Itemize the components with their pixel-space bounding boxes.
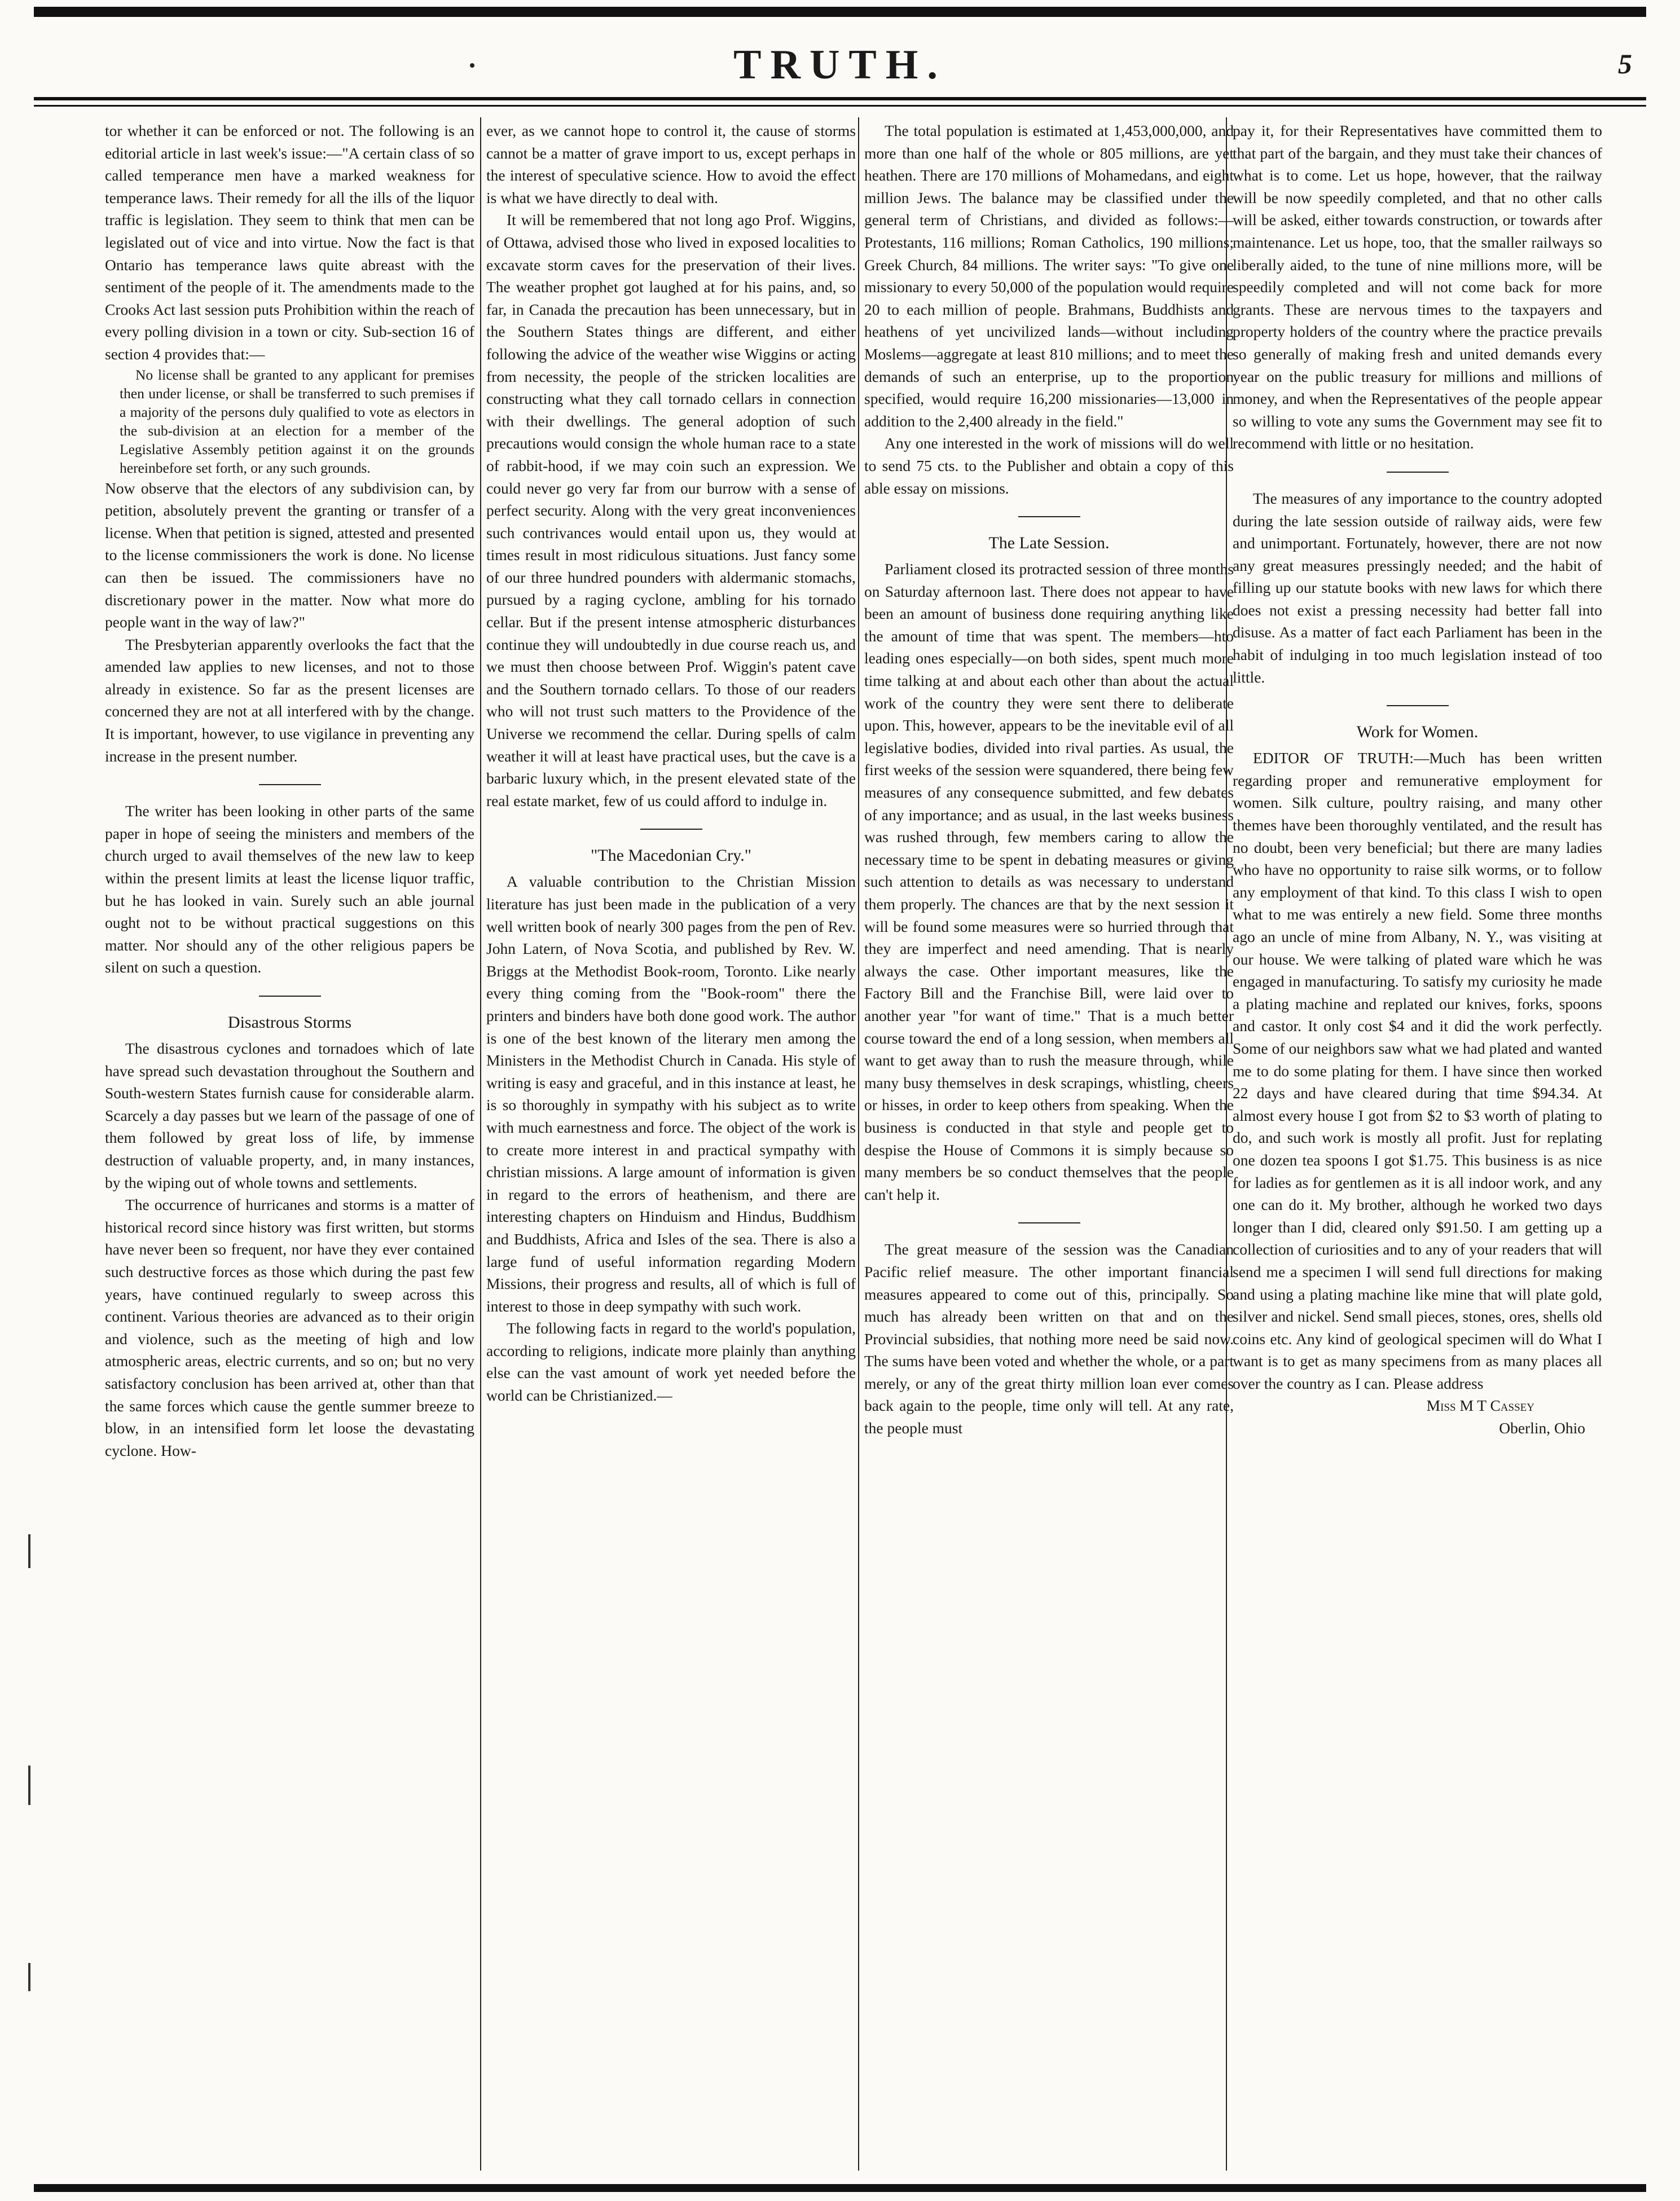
paragraph: pay it, for their Representatives have committed them to that part of the bargain, and they must take their chances of what is to come. Let us hope, however, that the railway will be now speedily completed, and that no other calls will be asked, either towards construction, or towards after maintenance. Let us hope, too, that the smaller railways so liberally aided, to the tune of nine millions more, will be speedily completed and will not come back for more grants. These are nervous times to the taxpayers and property holders of the country where the practice prevails so generally of making fresh and united demands every year on the public treasury for millions and millions of money, and when the Representatives of the people appear so willing to vote any sums the Government may see fit to recommend with little or no hesitation.: [1233, 122, 1602, 452]
bottom-border-rule: [34, 2184, 1646, 2192]
section-separator: [1387, 705, 1449, 706]
column-2: [486, 120, 856, 2167]
margin-mark: [28, 1963, 30, 1991]
paragraph: It will be remembered that not long ago Prof. Wiggins, of Ottawa, advised those who lived in exposed localities to excavate storm caves for the preservation of their lives. The weather prophet got laughed at for his pains, and, so far, in Canada the precaution has been unnecessary, but in the Southern States things are different, and either following the advice of the weather wise Wiggins or acting from necessity, the people of the stricken localities are constructing what they call tornado cellars in connection with their dwellings. The general adoption of such precautions would consign the whole human race to a state of rabbit-hood, if we may coin such an expression. We could never go very far from our burrow with a sense of perfect security. Along with the very great inconveniences such contrivances would entail upon us, they would at times result in most ridiculous situations. Just fancy some of our three hundred pounders with aldermanic stomachs, pursued by a raging cyclone, ambling for his tornado cellar. But if the present intense atmospheric disturbances continue they will undoubtedly in due course reach us, and we must then choose between Prof. Wiggin's patent cave and the Southern tornado cellars. To those of our readers who will not trust such matters to the Providence of the Universe we recommend the cellar. During spells of calm weather it will at least have practical uses, but the cave is a barbaric luxury which, in the present elevated state of the real estate market, few of us could afford to indulge in.: [486, 211, 856, 809]
paragraph: The occurrence of hurricanes and storms is a matter of historical record since history was first written, but storms have never been so frequent, nor have they ever contained such destructive forces as those which during the past few years, have continued regularly to sweep across this continent. Various theories are advanced as to their origin and violence, such as the meeting of high and low atmospheric areas, electric currents, and so on; but no very satisfactory conclusion has been arrived at, other than that the same forces which cause the gentle summer breeze to blow, in an intensified form let loose the devastating cyclone. How-: [105, 1196, 474, 1459]
signature-place: Oberlin, Ohio: [1499, 1419, 1585, 1437]
masthead-title: TRUTH.: [733, 42, 947, 88]
paragraph: The great measure of the session was the Canadian Pacific relief measure. The other important financial measures appeared to come out of this, principally. So much has already been written on that and on the Provincial subsidies, that nothing more need be said now. The sums have been voted and whether the whole, or a part merely, or any of the great thirty million loan ever comes back again to the people, time only will tell. At any rate, the people must: [864, 1240, 1234, 1437]
paragraph: The Presbyterian apparently overlooks the fact that the amended law applies to new licenses, and not to those already in existence. So far as the present licenses are concerned they are not at all interfered with by the change. It is important, however, to use vigilance in preventing any increase in the present number.: [105, 635, 474, 765]
paragraph: The disastrous cyclones and tornadoes which of late have spread such devastation throughout the Southern and South-western States furnish cause for considerable alarm. Scarcely a day passes but we learn of the passage of one of them followed by great loss of life, by immense destruction of valuable property, and, in many instances, by the wiping out of whole towns and settlements.: [105, 1040, 474, 1191]
paragraph: The measures of any importance to the country adopted during the late session outside of railway aids, were few and unimportant. Fortunately, however, there are not now any great measures pressingly needed; and the habit of filling up our statute books with new laws for which there does not exist a pressing necessity had better fall into disuse. As a matter of fact each Parliament has been in the habit of indulging in too much legislation instead of too little.: [1233, 489, 1602, 686]
column-4: [1233, 120, 1602, 2167]
article-heading: The Late Session.: [988, 534, 1110, 553]
article-heading: "The Macedonian Cry.": [591, 846, 751, 865]
paragraph: ever, as we cannot hope to control it, the cause of storms cannot be a matter of grave import to us, except perhaps in the interest of speculative science. How to avoid the effect is what we have directly to deal with.: [486, 122, 856, 206]
paragraph: Now observe that the electors of any subdivision can, by petition, absolutely prevent the granting or transfer of a license. When that petition is signed, attested and presented to the license commissioners the work is done. No license can then be issued. The commissioners have no discretionary power in the matter. Now what more do people want in the way of law?": [105, 479, 474, 631]
page-number: 5: [1618, 48, 1632, 80]
article-heading: Disastrous Storms: [227, 1013, 352, 1032]
column-1: [105, 120, 474, 2167]
block-quote: No license shall be granted to any applicant for premises then under license, or shall be transferred to such premises if a majority of the persons duly qualified to vote as electors in the sub-division at an election for a member of the Legislative Assembly petition against it on the grounds hereinbefore set forth, or any such grounds.: [120, 366, 474, 476]
column-divider: [480, 117, 481, 2171]
section-separator: [259, 784, 321, 785]
ink-dot: [470, 63, 474, 68]
top-border-rule: [34, 7, 1646, 17]
header-rule-thin: [34, 105, 1646, 107]
signature-name: Miss M T Cassey: [1426, 1397, 1534, 1415]
section-separator: [259, 996, 321, 997]
column-divider: [858, 117, 859, 2171]
paragraph: The total population is estimated at 1,453,000,000, and more than one half of the whole or 805 millions, are yet heathen. There are 170 millions of Mohamedans, and eight million Jews. The balance may be classified under the general term of Christians, and divided as follows:—Protestants, 116 millions; Roman Catholics, 190 millions; Greek Church, 84 millions. The writer says: "To give one missionary to every 50,000 of the population would require 20 to each million of people. Brahmans, Buddhists and heathens of yet uncivilized lands—without including Moslems—aggregate at least 810 millions; and to meet the demands of such an enterprise, up to the proportion specified, would require 16,200 missionaries—13,000 in addition to the 2,400 already in the field.": [864, 122, 1234, 430]
paragraph: The following facts in regard to the world's population, according to religions, indicate more plainly than anything else can the vast amount of work yet needed before the world can be Christianized.—: [486, 1319, 856, 1405]
section-separator: [640, 829, 702, 830]
margin-mark: [28, 1534, 30, 1568]
margin-mark: [28, 1766, 30, 1805]
column-3: [864, 120, 1234, 2167]
section-separator: [1387, 472, 1449, 473]
header-rule-thick: [34, 97, 1646, 100]
paragraph: Parliament closed its protracted session of three months on Saturday afternoon last. There does not appear to have been an amount of business done requiring anything like the amount of time that was spent. The members—hto leading ones especially—on both sides, spent much more time talking at and about each other than about the actual work of the country they were sent there to deliberate upon. This, however, appears to be the inevitable evil of all legislative bodies, divided into rival parties. As usual, the first weeks of the session were squandered, there being few measures of any consequence submitted, and few debates of any importance; and as usual, in the last weeks business was rushed through, few members caring to allow the necessary time to be spent in debating measures or giving such attention to details as was necessary to understand them properly. The chances are that by the next session it will be found some measures were so hurried through that they are imperfect and need amending. That is nearly always the case. Other important measures, like the Factory Bill and the Franchise Bill, were laid over to another year "for want of time." That is a much better course toward the end of a long session, when members all want to get away than to rush the measure through, while many busy themselves in desk scrapings, whistling, cheers or hisses, in order to keep others from speaking. When the business is conducted in that style and people get to despise the House of Commons it is simply because so many members be so conduct themselves that the people can't help it.: [864, 560, 1234, 1203]
paragraph: A valuable contribution to the Christian Mission literature has just been made in the publication of a very well written book of nearly 300 pages from the pen of Rev. John Latern, of Nova Scotia, and published by Rev. W. Briggs at the Methodist Book-room, Toronto. Like nearly every thing coming from the "Book-room" there the printers and binders have both done good work. The author is one of the best known of the literary men among the Ministers in the Methodist Church in Canada. His style of writing is easy and graceful, and in this instance at least, he is so thoroughly in sympathy with his subject as to write with much earnestness and force. The object of the work is to create more interest in and practical sympathy with christian missions. A large amount of information is given in regard to the errors of heathenism, and there are interesting chapters on Hinduism and Hindus, Buddhism and Buddhists, Africa and Isles of the sea. There is also a large fund of useful information regarding Modern Missions, their progress and results, all of which is full of interest to those in deep sympathy with such work.: [486, 873, 856, 1315]
paragraph: EDITOR OF TRUTH:—Much has been written regarding proper and remunerative employment for women. Silk culture, poultry raising, and many other themes have been thoroughly ventilated, and the result has no doubt, been very beneficial; but there are many ladies who have no opportunity to raise silk worms, or to follow any employment of that kind. To this class I wish to open what to me was entirely a new field. Some three months ago an uncle of mine from Albany, N. Y., was visiting at our house. We were talking of plated ware which he was engaged in manufacturing. To satisfy my curiosity he made a plating machine and replated our knives, forks, spoons and castor. It only cost $4 and it did the work perfectly. Some of our neighbors saw what we had plated and wanted me to do some plating for them. I have since then worked 22 days and have cleared during that time $94.34. At almost every house I got from $2 to $3 worth of plating to do, and such work is mostly all profit. Just for replating one dozen tea spoons I got $1.75. This business is as nice for ladies as for gentlemen as it is all indoor work, and any one can do it. My brother, although he worked two days longer than I did, cleared only $91.50. I am getting up a collection of curiosities and to any of your readers that will send me a specimen I will send full directions for making and using a plating machine like mine that will plate gold, silver and nickel. Send small pieces, stones, ores, shells old coins etc. Any kind of geological specimen will do What I want is to get as many specimens from as many places all over the country as I can. Please address: [1233, 749, 1602, 1392]
article-heading: Work for Women.: [1356, 723, 1479, 742]
paragraph: tor whether it can be enforced or not. The following is an editorial article in last week's issue:—"A certain class of so called temperance men have a marked weakness for temperance laws. Their remedy for all the ills of the liquor traffic is legislation. They seem to think that men can be legislated out of vice and into virtue. Now the fact is that Ontario has temperance laws quite abreast with the sentiment of the people of it. The amendments made to the Crooks Act last session puts Prohibition within the reach of every polling division in a town or city. Sub-section 16 of section 4 provides that:—: [105, 122, 474, 363]
section-separator: [1018, 516, 1080, 517]
paragraph: Any one interested in the work of missions will do well to send 75 cts. to the Publisher and obtain a copy of this able essay on missions.: [864, 434, 1234, 497]
section-separator: [1018, 1222, 1080, 1223]
paragraph: The writer has been looking in other parts of the same paper in hope of seeing the ministers and members of the church urged to avail themselves of the new law to keep within the present limits at least the license liquor traffic, but he has looked in vain. Surely such an able journal ought not to be without practical suggestions on this matter. Nor should any of the other religious papers be silent on such a question.: [105, 802, 474, 976]
